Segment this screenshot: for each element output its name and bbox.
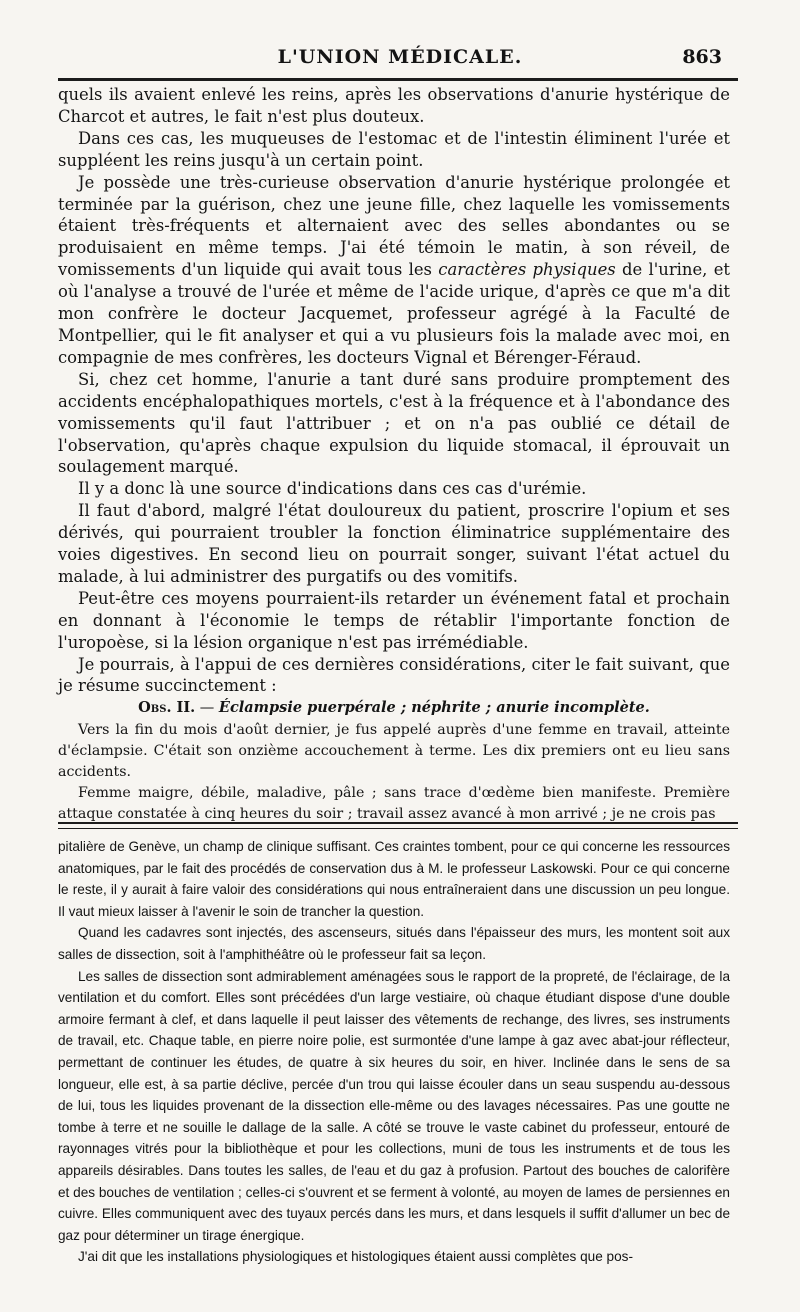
paragraph-text: Je possède une très-curieuse observation d'anurie hystérique prolongée et terminée par la guérison, chez une jeune fille, chez laquelle les vomissements étaient très-fréquents et alternaient avec des selles abondantes ou se produisaient en même temps. J'ai été témoin le matin, à son réveil, de vomissements d'un liquide qui avait tous les	[58, 172, 730, 280]
paragraph: J'ai dit que les installations physiologiques et histologiques étaient aussi complètes que pos-	[78, 1249, 633, 1265]
observation-title: Éclampsie puerpérale ; néphrite ; anurie incomplète.	[218, 699, 650, 717]
paragraph: Dans ces cas, les muqueuses de l'estomac et de l'intestin éliminent l'urée et suppléent les reins jusqu'à un certain point.	[58, 128, 730, 170]
paragraph	[58, 172, 730, 369]
paragraph: Les salles de dissection sont admirablement aménagées sous le rapport de la propreté, de l'éclairage, de la ventilation et du comfort. Elles sont précédées d'un large vestiaire, où chaque étudiant dispose d'une double armoire fermant à clef, et dans laquelle il peut laisser des vêtements de rechange, des livres, ses instruments de travail, etc. Chaque table, en pierre noire polie, est surmontée d'une lampe à gaz avec abat-jour réflecteur, permettant de continuer les études, de quatre à six heures du soir, en hiver. Inclinée dans le sens de sa longueur, elle est, à sa partie déclive, percée d'un trou qui laisse écouler dans un seau suspendu au-dessous de lui, tous les liquides provenant de la dissection elle-même ou des lavages nécessaires. Pas une goutte ne tombe à terre et ne souille le dallage de la salle. A côté se trouve le vaste cabinet du professeur, entouré de rayonnages vitrés pour la bibliothèque et pour les collections, muni de tous les instruments et de tous les appareils désirables. Dans toutes les salles, de l'eau et du gaz à profusion. Partout des bouches de calorifère et des bouches de ventilation ; celles-ci s'ouvrent et se ferment à volonté, au moyen de lames de persiennes en cuivre. Elles communiquent avec des tuyaux percés dans les murs, et dans lesquels il suffit d'allumer un bec de gaz pour déterminer un tirage énergique.	[58, 968, 730, 1243]
observation-label: Obs. II.	[138, 699, 196, 717]
observation-heading	[58, 697, 730, 720]
page-header	[0, 38, 800, 78]
paragraph: quels ils avaient enlevé les reins, après les observations d'anurie hystérique de Charcot et autres, le fait n'est plus douteux.	[58, 85, 730, 126]
section-divider-thin	[58, 828, 738, 829]
paragraph: Si, chez cet homme, l'anurie a tant duré sans produire promptement des accidents encéphalopathiques mortels, c'est à la fréquence et à l'abondance des vomissements qu'il faut l'attribuer ; et on n'a pas oublié ce détail de l'observation, qu'après chaque expulsion du liquide stomacal, il éprouvait un soulagement marqué.	[58, 369, 730, 477]
paragraph: Je pourrais, à l'appui de ces dernières considérations, citer le fait suivant, que je résume succinctement :	[58, 654, 730, 696]
main-article	[58, 84, 730, 825]
section-divider	[58, 822, 738, 824]
paragraph-text: de l'urine, et où l'analyse a trouvé de l'urée et même de l'acide urique, d'après ce que m'a dit mon confrère le docteur Jacquemet, professeur agrégé à la Faculté de Montpellier, qui le fit analyser et qui a vu plusieurs fois la malade avec moi, en compagnie de mes confrères, les docteurs Vignal et Bérenger-Féraud.	[58, 260, 730, 367]
running-title: L'UNION MÉDICALE.	[277, 46, 523, 68]
observation-body	[58, 720, 730, 825]
page-number: 863	[682, 46, 722, 68]
paragraph: Vers la fin du mois d'août dernier, je fus appelé auprès d'une femme en travail, atteinte d'éclampsie. C'était son onzième accouchement à terme. Les dix premiers ont eu lieu sans accidents.	[58, 722, 730, 781]
paragraph: Il y a donc là une source d'indications dans ces cas d'urémie.	[78, 479, 587, 499]
header-rule	[58, 78, 738, 81]
paragraph: pitalière de Genève, un champ de clinique suffisant. Ces craintes tombent, pour ce qui concerne les ressources anatomiques, par le fait des procédés de conservation dus à M. le professeur Laskowski. Pour ce qui concerne le reste, il y aurait à faire valoir des considérations qui nous entraîneraient dans une discussion un peu longue. Il vaut mieux laisser à l'avenir le soin de trancher la question.	[58, 839, 730, 919]
paragraph: Peut-être ces moyens pourraient-ils retarder un événement fatal et prochain en donnant à l'économie le temps de rétablir l'importante fonction de l'uropoèse, si la lésion organique n'est pas irrémédiable.	[58, 588, 730, 652]
paragraph: Quand les cadavres sont injectés, des ascenseurs, situés dans l'épaisseur des murs, les montent soit aux salles de dissection, soit à l'amphithéâtre où le professeur fait sa leçon.	[58, 925, 730, 962]
paragraph: Il faut d'abord, malgré l'état douloureux du patient, proscrire l'opium et ses dérivés, qui pourraient troubler la fonction éliminatrice supplémentaire des voies digestives. En second lieu on pourrait songer, suivant l'état actuel du malade, à lui administrer des purgatifs ou des vomitifs.	[58, 501, 730, 586]
observation-dash: —	[195, 700, 219, 717]
paragraph: Femme maigre, débile, maladive, pâle ; sans trace d'œdème bien manifeste. Première attaque constatée à cinq heures du soir ; travail assez avancé à mon arrivé ; je ne crois pas	[58, 785, 730, 823]
emphasis-text: caractères physiques	[438, 260, 616, 280]
feuilleton-article	[58, 836, 730, 1268]
